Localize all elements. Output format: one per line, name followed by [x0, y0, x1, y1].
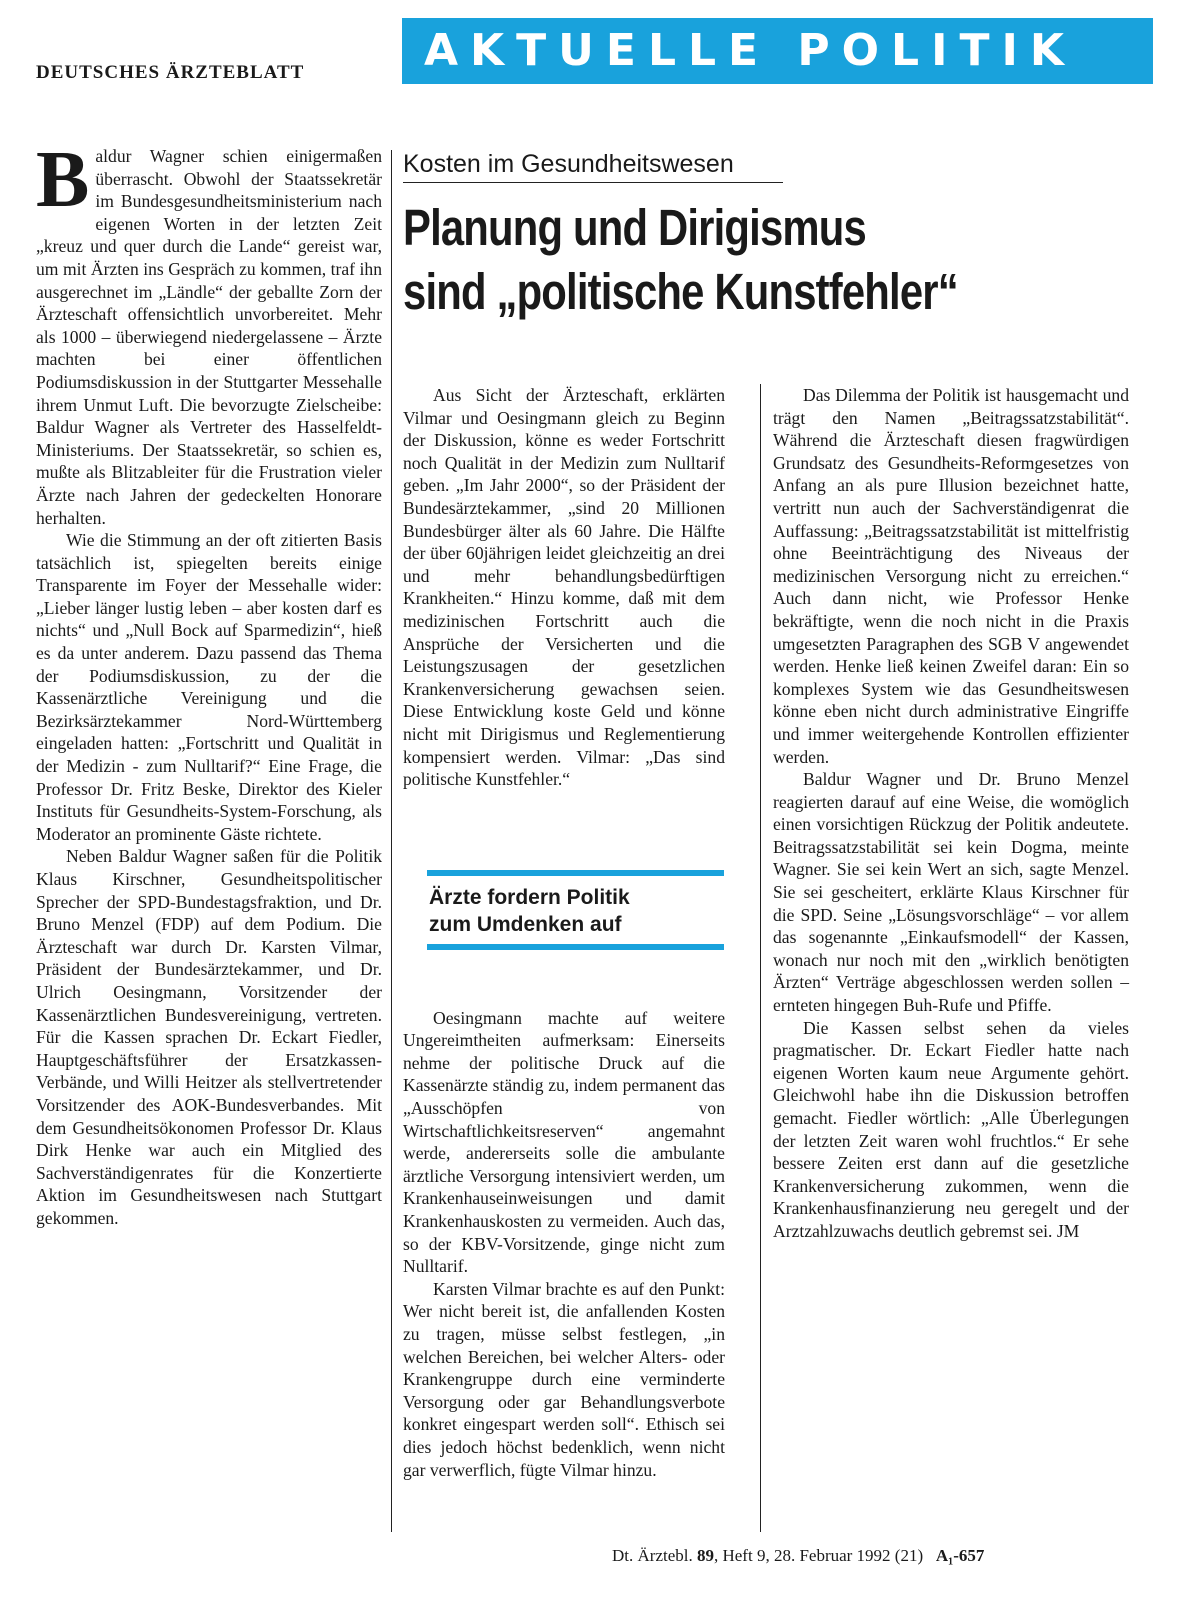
subheading-box: [427, 870, 724, 950]
section-banner: AKTUELLE POLITIK: [402, 18, 1153, 84]
paragraph: Wie die Stimmung an der oft zitierten Basis tatsächlich ist, spiegelten bereits einige Transparente im Foyer der Messehalle wider: „Lieber länger lustig leben – aber kosten darf es nichts“ und „Null Bock auf Sparmedizin“, hieß es da unter anderem. Dazu passend das Thema der Podiumsdiskussion, zu der die Kassenärztliche Vereinigung und die Bezirksärztekammer Nord-Württemberg eingeladen hatten: „Fortschritt und Qualität in der Medizin - zum Nulltarif?“ Eine Frage, die Professor Dr. Fritz Beske, Direktor des Kieler Instituts für Gesundheits-System-Forschung, als Moderator an prominente Gäste richtete.: [36, 530, 382, 844]
footer-issue: , Heft 9, 28. Februar 1992 (21): [713, 1546, 924, 1565]
paragraph: Karsten Vilmar brachte es auf den Punkt: Wer nicht bereit ist, die anfallenden Kosten zu tragen, müsse selbst festlegen, „in welchen Bereichen, bei welcher Alters- oder Krankengruppe durch eine verminderte Versorgung oder gar Behandlungsverbote konkret eingespart werden soll“. Ethisch sei dies jedoch höchst bedenklich, wenn nicht gar verwerflich, fügte Vilmar hinzu.: [403, 1278, 725, 1480]
masthead: DEUTSCHES ÄRZTEBLATT: [36, 62, 305, 83]
paragraph: Oesingmann machte auf weitere Ungereimtheiten aufmerksam: Einerseits nehme der politische Druck auf die Kassenärzte ständig zu, indem permanent das „Ausschöpfen von Wirtschaftlichkeitsreserven“ angemahnt werde, andererseits solle die ambulante ärztliche Versorgung intensiviert werden, um Krankenhauseinweisungen und damit Krankenhauskosten zu vermeiden. Auch das, so der KBV-Vorsitzende, ginge nicht zum Nulltarif.: [403, 1007, 725, 1277]
footer-volume: 89: [696, 1546, 714, 1565]
paragraph: Neben Baldur Wagner saßen für die Politik Klaus Kirschner, Gesundheitspolitischer Sprecher der SPD-Bundestagsfraktion, und Dr. Bruno Menzel (FDP) auf dem Podium. Die Ärzteschaft war durch Dr. Karsten Vilmar, Präsident der Bundesärztekammer, und Dr. Ulrich Oesingmann, Vorsitzender der Kassenärztlichen Bundesvereinigung, vertreten. Für die Kassen sprachen Dr. Eckart Fiedler, Hauptgeschäftsführer der Ersatzkassen-Verbände, und Willi Heitzer als stellvertretender Vorsitzender des AOK-Bundesverbandes. Mit dem Gesundheitsökonomen Professor Dr. Klaus Dirk Henke war auch ein Mitglied des Sachverständigenrates für die Konzertierte Aktion im Gesundheitswesen nach Stuttgart gekommen.: [36, 846, 382, 1228]
drop-cap: B: [36, 136, 90, 224]
paragraph: Das Dilemma der Politik ist hausgemacht und trägt den Namen „Beitragssatzstabilität“. Während die Ärzteschaft diesen fragwürdigen Grundsatz des Gesundheits-Reformgesetzes von Anfang an als pure Illusion bezeichnet hatte, vertritt nun auch der Sachverständigenrat die Auffassung: „Beitragssatzstabilität ist mittelfristig ohne Beeinträchtigung des Niveaus der medizinischen Versorgung nicht zu erreichen.“ Auch dann nicht, wie Professor Henke bekräftigte, wenn die noch nicht in die Praxis umgesetzten Paragraphen des SGB V angewendet werden. Henke ließ keinen Zweifel daran: Ein so komplexes System wie das Gesundheitswesen könne eben nicht durch administrative Eingriffe und immer weitergehende Kontrollen effizienter werden.: [773, 385, 1129, 767]
subheading-line-2: zum Umdenken auf: [429, 913, 622, 936]
article-column-3: [773, 384, 1129, 1243]
footer-citation: Dt. Ärztebl.: [612, 1546, 693, 1565]
article-column-1: [36, 136, 382, 1230]
headline-line-1: Planung und Dirigismus: [403, 199, 866, 256]
column-divider-2: [760, 384, 761, 1532]
headline-line-2: sind „politische Kunstfehler“: [403, 263, 958, 320]
paragraph: Baldur Wagner und Dr. Bruno Menzel reagierten darauf auf eine Weise, die womöglich einen vorsichtigen Rückzug der Politik andeutete. Beitragssatzstabilität sei kein Dogma, meinte Wagner. Sie sei kein Wert an sich, sagte Menzel. Sie sei gescheitert, erklärte Klaus Kirschner für die SPD. Seine „Lösungsvorschläge“ – vor allem das sogenannte „Einkaufsmodell“ der Kassen, wonach nur noch mit den „wirklich benötigten Ärzten“ Verträge abgeschlossen werden sollen – ernteten hingegen Buh-Rufe und Pfiffe.: [773, 769, 1129, 1016]
page-footer: [612, 1546, 984, 1566]
kicker-underline: [403, 182, 783, 183]
subheading-bar-bottom: [427, 944, 724, 950]
paragraph: Aus Sicht der Ärzteschaft, erklärten Vilmar und Oesingmann gleich zu Beginn der Diskussion, könne es weder Fortschritt noch Qualität in der Medizin zum Nulltarif geben. „Im Jahr 2000“, so der Präsident der Bundesärztekammer, „sind 20 Millionen Bundesbürger älter als 60 Jahre. Die Hälfte der über 60jährigen leidet gleichzeitig an drei und mehr behandlungsbedürftigen Krankheiten.“ Hinzu komme, daß mit dem medizinischen Fortschritt auch die Ansprüche der Versicherten und die Leistungszusagen der gesetzlichen Krankenversicherung gewachsen seien. Diese Entwicklung koste Geld und könne nicht mit Dirigismus und Reglementierung kompensiert werden. Vilmar: „Das sind politische Kunstfehler.“: [403, 385, 725, 790]
paragraph: Die Kassen selbst sehen da vieles pragmatischer. Dr. Eckart Fiedler hatte nach eigenen Worten kaum neue Argumente gehört. Gleichwohl habe ihn die Diskussion betroffen gemacht. Fiedler wörtlich: „Alle Überlegungen der letzten Zeit waren wohl fruchtlos.“ Er sehe bessere Zeiten erst dann auf die gesetzliche Krankenversicherung zukommen, wenn die Krankenhausfinanzierung neu geregelt und der Arztzahlzuwachs deutlich gebremst sei. JM: [773, 1017, 1129, 1241]
footer-page-number: A₁-657: [935, 1546, 985, 1565]
paragraph: aldur Wagner schien einigermaßen überrascht. Obwohl der Staatssekretär im Bundesgesundheitsministerium nach eigenen Worten in der letzten Zeit „kreuz und quer durch die Lande“ gereist war, um mit Ärzten ins Gespräch zu kommen, traf ihn ausgerechnet im „Ländle“ der geballte Zorn der Ärzteschaft offensichtlich unvorbereitet. Mehr als 1000 – überwiegend niedergelassene – Ärzte machten bei einer öffentlichen Podiumsdiskussion in der Stuttgarter Messehalle ihrem Unmut Luft. Die bevorzugte Zielscheibe: Baldur Wagner als Vertreter des Hasselfeldt-Ministeriums. Der Staatssekretär, so schien es, mußte als Blitzableiter für die Frustration vieler Ärzte nach Jahren der gedeckelten Honorare herhalten.: [36, 146, 382, 528]
subheading-line-1: Ärzte fordern Politik: [429, 886, 630, 909]
column-divider-1: [391, 150, 392, 1532]
kicker: Kosten im Gesundheitswesen: [403, 150, 734, 178]
headline: [403, 196, 958, 324]
